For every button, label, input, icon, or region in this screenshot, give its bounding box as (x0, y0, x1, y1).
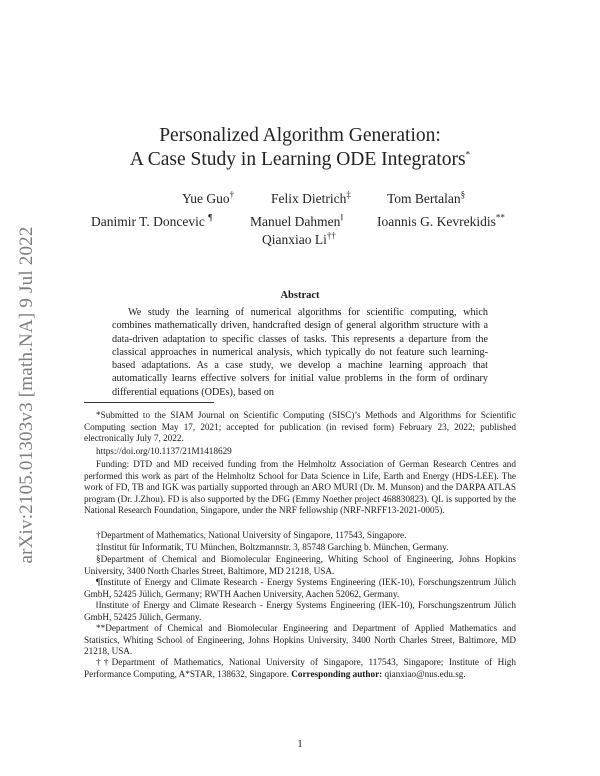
author-kevrekidis: Ioannis G. Kevrekidis** (377, 212, 505, 229)
footnote-li: ††Department of Mathematics, National University of Singapore, 117543, Singapore; Institute of High Performance Computing, A*STAR, 138632, Singapore. Corresponding author: qianxiao@nus.edu.sg. (84, 657, 516, 679)
footnote-guo: †Department of Mathematics, National University of Singapore, 117543, Singapore. (96, 530, 407, 540)
author-bertalan: Tom Bertalan§ (387, 189, 466, 206)
footnote-divider (84, 402, 214, 403)
corresponding-author-label: Corresponding author: (291, 668, 383, 679)
abstract-body: We study the learning of numerical algorithms for scientific computing, which combines mathematically driven, handcrafted design of general algorithm structure with a data-driven adaptation to specific classes of tasks. This represents a departure from the classical approaches in numerical analysis, which typically do not feature such learning-based adaptations. As a case study, we develop a machine learning approach that automatically learns effective solvers for initial value problems in the form of ordinary differential equations (ODEs), based on (112, 307, 488, 398)
author-guo: Yue Guo† (182, 189, 235, 206)
arxiv-identifier (14, 198, 40, 592)
corresponding-author-email[interactable]: qianxiao@nus.edu.sg. (384, 668, 466, 679)
author-dahmen: Manuel Dahmen‖ (250, 212, 343, 229)
footnote-submitted: *Submitted to the SIAM Journal on Scientific Computing (SISC)’s Methods and Algorithms for Scientific Computing section May 17, 2021; accepted for publication (in revised form) February 23, 2022; published electronically July 7, 2022. (84, 410, 516, 444)
title-footnote-mark: * (465, 149, 471, 160)
author-li: Qianxiao Li†† (262, 230, 336, 247)
abstract-heading: Abstract (280, 290, 320, 301)
footnote-dietrich: ‡Institut für Informatik, TU München, Boltzmannstr. 3, 85748 Garching b. München, Germany. (96, 542, 449, 552)
footnote-doncevic: ¶Institute of Energy and Climate Research - Energy Systems Engineering (IEK-10), Forschungszentrum Jülich GmbH, 52425 Jülich, Germany; RWTH Aachen University, Aachen 52062, Germany. (84, 577, 516, 599)
footnote-bertalan: §Department of Chemical and Biomolecular Engineering, Whiting School of Engineering, Johns Hopkins University, 3400 North Charles Street, Baltimore, MD 21218, USA. (84, 554, 516, 576)
author-doncevic: Danimir T. Doncevic ¶ (91, 212, 213, 229)
arxiv-identifier-text: arXiv:2105.01303v3 [math.NA] 9 Jul 2022 (16, 226, 37, 564)
paper-title (60, 124, 540, 172)
footnote-kevrekidis: **Department of Chemical and Biomolecular Engineering and Department of Applied Mathematics and Statistics, Whiting School of Engineering, Johns Hopkins University, 3400 North Charles Street, Baltimore, MD 21218, USA. (84, 623, 516, 657)
author-dietrich: Felix Dietrich‡ (271, 189, 351, 206)
footnote-funding: Funding: DTD and MD received funding from the Helmholtz Association of German Research Centres and performed this work as part of the Helmholtz School for Data Science in Life, Earth and Energy (HDS-LEE). The work of FD, TB and IGK was partially supported through an ARO MURI (Dr. M. Munson) and the DARPA ATLAS program (Dr. J.Zhou). FD is also supported by the DFG (Emmy Noether project 468830823). QL is supported by the National Research Foundation, Singapore, under the NRF fellowship (NRF-NRFF13-2021-0005). (84, 459, 516, 516)
page-number: 1 (297, 738, 303, 750)
title-line-1: Personalized Algorithm Generation: (159, 125, 441, 146)
footnote-dahmen: ‖Institute of Energy and Climate Research - Energy Systems Engineering (IEK-10), Forschungszentrum Jülich GmbH, 52425 Jülich, Germany. (84, 600, 516, 622)
footnote-doi[interactable]: https://doi.org/10.1137/21M1418629 (96, 446, 232, 456)
title-line-2: A Case Study in Learning ODE Integrators* (129, 149, 471, 170)
